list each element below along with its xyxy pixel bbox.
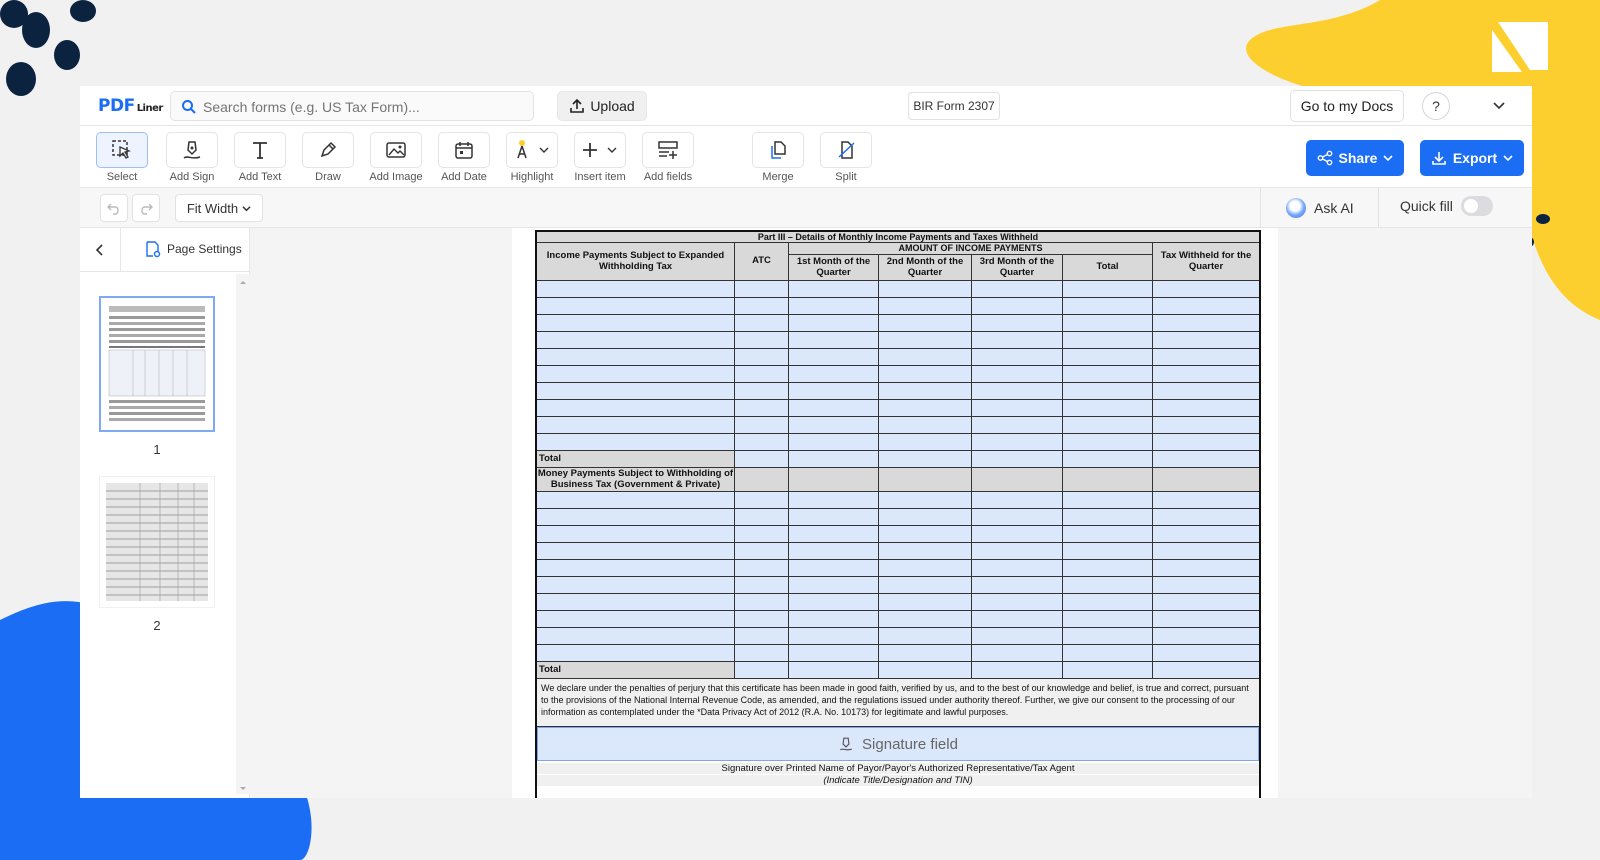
form-field-cell[interactable]: [735, 417, 789, 434]
money-header-cell: [879, 468, 972, 492]
page-thumbnail-image: [101, 298, 213, 430]
form-field-cell[interactable]: [789, 434, 879, 451]
upload-label: Upload: [590, 98, 635, 114]
total-field-cell[interactable]: [1063, 662, 1153, 679]
total-row-label: Total: [537, 451, 735, 468]
form-field-cell[interactable]: [735, 492, 789, 509]
col-header-tax-withheld: Tax Withheld for the Quarter: [1153, 243, 1259, 281]
form-field-cell[interactable]: [1153, 349, 1259, 366]
form-field-cell[interactable]: [1063, 577, 1153, 594]
form-field-cell[interactable]: [1063, 560, 1153, 577]
pencil-draw-icon: [317, 139, 339, 161]
form-field-cell[interactable]: [789, 400, 879, 417]
form-field-cell[interactable]: [1063, 281, 1153, 298]
navy-dot-decoration: [6, 62, 36, 96]
form-field-cell[interactable]: [879, 434, 972, 451]
scroll-down-icon: [236, 784, 250, 794]
signature-field[interactable]: [537, 727, 1259, 761]
form-field-cell[interactable]: [879, 315, 972, 332]
form-field-cell[interactable]: [972, 577, 1063, 594]
pen-sign-icon: [838, 736, 854, 752]
form-field-cell[interactable]: [1063, 332, 1153, 349]
navy-dot-decoration: [1536, 214, 1550, 224]
form-field-cell[interactable]: [879, 543, 972, 560]
upload-icon: [569, 98, 585, 114]
share-icon: [1317, 150, 1333, 166]
form-field-cell[interactable]: [735, 349, 789, 366]
total-field-cell[interactable]: [1063, 451, 1153, 468]
form-field-cell[interactable]: [1153, 366, 1259, 383]
form-field-cell[interactable]: [972, 645, 1063, 662]
chevron-left-icon: [94, 244, 106, 256]
editing-toolbar: [80, 126, 1532, 188]
form-field-cell[interactable]: [1153, 281, 1259, 298]
divider: [1378, 188, 1379, 228]
sidebar-scrollbar[interactable]: [236, 274, 250, 794]
declaration-text: We declare under the penalties of perjury that this certificate has been made in good faith, verified by us, and to the best of our knowledge and belief, is true and correct, pursuant to the provisions of the National Internal Revenue Code, as amended, and the regulations issued under authority thereof. Further, we give our consent to the processing of our information as contemplated under the *Data Privacy Act of 2012 (R.A. No. 10173) for legitimate and lawful purposes.: [537, 679, 1259, 727]
form-field-cell[interactable]: [879, 298, 972, 315]
tool-add-sign[interactable]: [158, 132, 226, 184]
form-field-cell[interactable]: [1153, 417, 1259, 434]
form-field-cell[interactable]: [1153, 298, 1259, 315]
help-button[interactable]: ?: [1422, 92, 1450, 120]
total-field-cell[interactable]: [972, 451, 1063, 468]
chevron-down-icon: [1383, 153, 1393, 163]
form-field-cell[interactable]: [879, 560, 972, 577]
form-field-cell[interactable]: [1063, 611, 1153, 628]
form-field-cell[interactable]: [879, 526, 972, 543]
total-field-cell[interactable]: [735, 451, 789, 468]
form-field-cell[interactable]: [537, 526, 735, 543]
form-field-cell[interactable]: [1153, 526, 1259, 543]
form-field-cell[interactable]: [1063, 594, 1153, 611]
form-field-cell[interactable]: [1063, 417, 1153, 434]
tool-label: Add Image: [369, 171, 423, 183]
chevron-down-icon[interactable]: [1492, 98, 1506, 112]
page-number: 1: [153, 442, 161, 457]
form-field-cell[interactable]: [789, 526, 879, 543]
tool-merge[interactable]: [744, 132, 812, 184]
form-field-cell[interactable]: [789, 560, 879, 577]
form-field-cell[interactable]: [1063, 298, 1153, 315]
chevron-down-icon: [242, 204, 251, 213]
export-label: Export: [1452, 150, 1498, 166]
col-header-atc: ATC: [735, 243, 789, 281]
form-field-cell[interactable]: [537, 611, 735, 628]
total-row-label-2: Total: [537, 662, 735, 679]
form-field-cell[interactable]: [1063, 315, 1153, 332]
document-title[interactable]: BIR Form 2307: [908, 92, 1000, 120]
page-settings-icon: [144, 240, 162, 258]
form-field-cell[interactable]: [1153, 383, 1259, 400]
form-field-cell[interactable]: [537, 298, 735, 315]
pages-sidebar: [80, 228, 250, 798]
form-field-cell[interactable]: [1153, 560, 1259, 577]
tool-label: Insert item: [574, 171, 626, 183]
split-icon: [835, 139, 857, 161]
total-field-cell[interactable]: [879, 451, 972, 468]
tool-label: Add Sign: [169, 171, 215, 183]
scroll-up-icon: [236, 277, 250, 287]
form-field-cell[interactable]: [537, 349, 735, 366]
total-field-cell[interactable]: [1153, 451, 1259, 468]
form-field-cell[interactable]: [789, 611, 879, 628]
col-header-month-1: 1st Month of the Quarter: [789, 255, 879, 281]
col-header-total: Total: [1063, 255, 1153, 281]
form-field-cell[interactable]: [735, 332, 789, 349]
chevron-down-icon: [1503, 153, 1513, 163]
navy-dot-decoration: [54, 40, 80, 70]
tool-label: Merge: [762, 171, 794, 183]
tool-label: Split: [835, 171, 857, 183]
form-field-cell[interactable]: [537, 543, 735, 560]
form-field-cell[interactable]: [789, 281, 879, 298]
tool-label: Highlight: [510, 171, 554, 183]
tool-add-image[interactable]: [362, 132, 430, 184]
page-number: 2: [153, 618, 161, 633]
form-field-cell[interactable]: [879, 509, 972, 526]
form-field-cell[interactable]: [735, 298, 789, 315]
tool-add-fields[interactable]: [634, 132, 702, 184]
form-field-cell[interactable]: [537, 332, 735, 349]
total-field-cell[interactable]: [972, 662, 1063, 679]
form-field-cell[interactable]: [1153, 509, 1259, 526]
form-field-cell[interactable]: [1153, 645, 1259, 662]
total-field-cell[interactable]: [1153, 662, 1259, 679]
part-iii-title: Part III – Details of Monthly Income Payments and Taxes Withheld: [537, 232, 1259, 243]
sidebar-header: [80, 228, 249, 272]
form-field-cell[interactable]: [879, 400, 972, 417]
pdfliner-logo[interactable]: [98, 96, 163, 116]
form-field-cell[interactable]: [879, 611, 972, 628]
form-field-cell[interactable]: [972, 434, 1063, 451]
tool-label: Draw: [315, 171, 341, 183]
money-header-cell: [789, 468, 879, 492]
form-field-cell[interactable]: [735, 281, 789, 298]
form-field-cell[interactable]: [735, 577, 789, 594]
form-field-cell[interactable]: [879, 383, 972, 400]
form-field-cell[interactable]: [789, 332, 879, 349]
money-header-cell: [972, 468, 1063, 492]
page-thumbnail-2[interactable]: [99, 476, 215, 608]
form-field-cell[interactable]: [879, 349, 972, 366]
tool-label: Add Date: [441, 171, 487, 183]
editor-window: [80, 86, 1532, 798]
highlight-icon: [512, 139, 552, 161]
form-field-cell[interactable]: [1063, 434, 1153, 451]
form-field-cell[interactable]: [537, 577, 735, 594]
form-field-cell[interactable]: [1153, 332, 1259, 349]
form-field-cell[interactable]: [1063, 383, 1153, 400]
tool-add-date[interactable]: [430, 132, 498, 184]
form-field-cell[interactable]: [537, 281, 735, 298]
form-field-cell[interactable]: [537, 434, 735, 451]
form-field-cell[interactable]: [735, 400, 789, 417]
form-field-cell[interactable]: [537, 560, 735, 577]
money-header-cell: [735, 468, 789, 492]
form-field-cell[interactable]: [1153, 577, 1259, 594]
form-field-cell[interactable]: [1063, 509, 1153, 526]
form-field-cell[interactable]: [537, 594, 735, 611]
form-field-cell[interactable]: [1063, 526, 1153, 543]
signature-field-label: Signature field: [862, 735, 958, 753]
form-field-cell[interactable]: [1153, 628, 1259, 645]
col-header-month-3: 3rd Month of the Quarter: [972, 255, 1063, 281]
form-field-cell[interactable]: [972, 526, 1063, 543]
form-field-cell[interactable]: [879, 417, 972, 434]
form-field-cell[interactable]: [972, 611, 1063, 628]
form-field-cell[interactable]: [537, 492, 735, 509]
money-payments-header: Money Payments Subject to Withholding of Business Tax (Government & Private): [537, 468, 735, 492]
merge-icon: [767, 139, 789, 161]
undo-button[interactable]: [100, 194, 128, 222]
form-field-cell[interactable]: [972, 383, 1063, 400]
form-field-cell[interactable]: [789, 645, 879, 662]
bir-form-part-iii: [535, 230, 1261, 798]
form-field-cell[interactable]: [972, 492, 1063, 509]
form-field-cell[interactable]: [1153, 315, 1259, 332]
form-field-cell[interactable]: [537, 417, 735, 434]
upload-button[interactable]: [557, 91, 647, 121]
select-cursor-icon: [111, 139, 133, 161]
form-field-cell[interactable]: [789, 366, 879, 383]
tool-add-text[interactable]: [226, 132, 294, 184]
form-field-cell[interactable]: [1153, 492, 1259, 509]
form-field-cell[interactable]: [879, 281, 972, 298]
form-field-cell[interactable]: [972, 400, 1063, 417]
form-field-cell[interactable]: [789, 543, 879, 560]
tool-insert-item[interactable]: [566, 132, 634, 184]
form-field-cell[interactable]: [1063, 400, 1153, 417]
page-settings-label: Page Settings: [167, 242, 242, 256]
total-field-cell[interactable]: [879, 662, 972, 679]
share-label: Share: [1338, 150, 1378, 166]
quick-fill-label: Quick fill: [1400, 198, 1453, 214]
go-to-docs-button[interactable]: Go to my Docs: [1290, 90, 1404, 122]
page-thumbnail-image: [100, 477, 214, 607]
form-field-cell[interactable]: [972, 628, 1063, 645]
fields-icon: [657, 139, 679, 161]
form-field-cell[interactable]: [735, 611, 789, 628]
form-field-cell[interactable]: [1063, 628, 1153, 645]
total-field-cell[interactable]: [789, 662, 879, 679]
share-button[interactable]: [1306, 140, 1404, 176]
form-field-cell[interactable]: [537, 509, 735, 526]
total-field-cell[interactable]: [789, 451, 879, 468]
form-field-cell[interactable]: [1153, 611, 1259, 628]
ask-ai-label: Ask AI: [1314, 200, 1354, 216]
search-box[interactable]: [170, 91, 534, 121]
form-field-cell[interactable]: [789, 417, 879, 434]
form-field-cell[interactable]: [972, 349, 1063, 366]
form-field-cell[interactable]: [735, 594, 789, 611]
form-field-cell[interactable]: [1063, 645, 1153, 662]
tool-select[interactable]: [88, 132, 156, 184]
form-field-cell[interactable]: [789, 577, 879, 594]
form-field-cell[interactable]: [537, 645, 735, 662]
document-canvas: [250, 228, 1532, 798]
tool-highlight[interactable]: [498, 132, 566, 184]
col-header-month-2: 2nd Month of the Quarter: [879, 255, 972, 281]
quick-fill-control: [1400, 196, 1493, 216]
pdf-page: [512, 228, 1278, 798]
pen-sign-icon: [181, 139, 203, 161]
form-field-cell[interactable]: [972, 594, 1063, 611]
form-field-cell[interactable]: [972, 332, 1063, 349]
form-field-cell[interactable]: [1153, 543, 1259, 560]
form-field-cell[interactable]: [972, 315, 1063, 332]
form-field-cell[interactable]: [537, 400, 735, 417]
form-field-cell[interactable]: [972, 417, 1063, 434]
divider: [1260, 188, 1261, 228]
tool-label: Add Text: [238, 171, 282, 183]
form-field-cell[interactable]: [789, 492, 879, 509]
download-icon: [1431, 150, 1447, 166]
form-field-cell[interactable]: [789, 349, 879, 366]
divider: [120, 228, 121, 272]
form-field-cell[interactable]: [735, 366, 789, 383]
form-field-cell[interactable]: [1063, 492, 1153, 509]
form-field-cell[interactable]: [789, 383, 879, 400]
form-field-cell[interactable]: [789, 628, 879, 645]
plus-icon: [580, 139, 620, 161]
form-field-cell[interactable]: [735, 543, 789, 560]
navy-dot-decoration: [22, 12, 50, 48]
zoom-select[interactable]: [175, 194, 263, 222]
form-field-cell[interactable]: [879, 628, 972, 645]
navy-dot-decoration: [70, 0, 96, 22]
export-button[interactable]: [1420, 140, 1524, 176]
form-field-cell[interactable]: [879, 577, 972, 594]
form-field-cell[interactable]: [537, 315, 735, 332]
search-input[interactable]: [203, 96, 523, 118]
money-header-cell: [1153, 468, 1259, 492]
redo-button[interactable]: [132, 194, 160, 222]
form-field-cell[interactable]: [1063, 349, 1153, 366]
ask-ai-button[interactable]: [1286, 196, 1354, 220]
form-field-cell[interactable]: [1063, 366, 1153, 383]
page-settings-button[interactable]: [144, 240, 242, 258]
calendar-icon: [453, 139, 475, 161]
form-field-cell[interactable]: [972, 281, 1063, 298]
signature-caption: Signature over Printed Name of Payor/Payor's Authorized Representative/Tax Agent: [537, 763, 1259, 774]
money-header-cell: [1063, 468, 1153, 492]
tool-label: Select: [106, 171, 138, 183]
top-header: [80, 86, 1532, 126]
form-field-cell[interactable]: [537, 366, 735, 383]
tool-label: Add fields: [643, 171, 693, 183]
col-header-income: Income Payments Subject to Expanded Withholding Tax: [537, 243, 735, 281]
form-field-cell[interactable]: [537, 383, 735, 400]
form-field-cell[interactable]: [972, 560, 1063, 577]
quick-fill-toggle[interactable]: [1461, 196, 1493, 216]
form-field-cell[interactable]: [735, 645, 789, 662]
logo-text: PDF: [98, 96, 135, 116]
page-thumbnail-1[interactable]: [99, 296, 215, 432]
total-field-cell[interactable]: [735, 662, 789, 679]
form-field-cell[interactable]: [1153, 400, 1259, 417]
text-t-icon: [249, 139, 271, 161]
form-field-cell[interactable]: [735, 383, 789, 400]
form-field-cell[interactable]: [972, 298, 1063, 315]
form-field-cell[interactable]: [879, 366, 972, 383]
amount-header: AMOUNT OF INCOME PAYMENTS: [789, 243, 1153, 255]
logo-suffix: Liner: [136, 103, 163, 114]
form-field-cell[interactable]: [735, 526, 789, 543]
form-field-cell[interactable]: [789, 509, 879, 526]
tool-draw[interactable]: [294, 132, 362, 184]
undo-icon: [107, 201, 121, 215]
search-icon: [181, 99, 197, 115]
form-field-cell[interactable]: [1153, 594, 1259, 611]
form-field-cell[interactable]: [972, 366, 1063, 383]
form-field-cell[interactable]: [735, 628, 789, 645]
form-field-cell[interactable]: [735, 509, 789, 526]
form-field-cell[interactable]: [789, 594, 879, 611]
form-field-cell[interactable]: [735, 560, 789, 577]
form-field-cell[interactable]: [537, 628, 735, 645]
form-field-cell[interactable]: [1153, 434, 1259, 451]
signature-caption-subtitle: (Indicate Title/Designation and TIN): [537, 775, 1259, 786]
tool-split[interactable]: [812, 132, 880, 184]
form-field-cell[interactable]: [879, 645, 972, 662]
form-field-cell[interactable]: [972, 509, 1063, 526]
form-field-cell[interactable]: [972, 543, 1063, 560]
form-field-cell[interactable]: [879, 492, 972, 509]
ai-orb-icon: [1286, 198, 1306, 218]
redo-icon: [139, 201, 153, 215]
form-field-cell[interactable]: [879, 594, 972, 611]
image-icon: [385, 139, 407, 161]
form-field-cell[interactable]: [1063, 543, 1153, 560]
form-field-cell[interactable]: [735, 434, 789, 451]
form-field-cell[interactable]: [879, 332, 972, 349]
form-field-cell[interactable]: [735, 315, 789, 332]
view-toolbar: [80, 188, 1532, 228]
form-field-cell[interactable]: [789, 315, 879, 332]
collapse-sidebar-button[interactable]: [90, 240, 110, 260]
form-field-cell[interactable]: [789, 298, 879, 315]
zoom-value: Fit Width: [186, 200, 239, 216]
